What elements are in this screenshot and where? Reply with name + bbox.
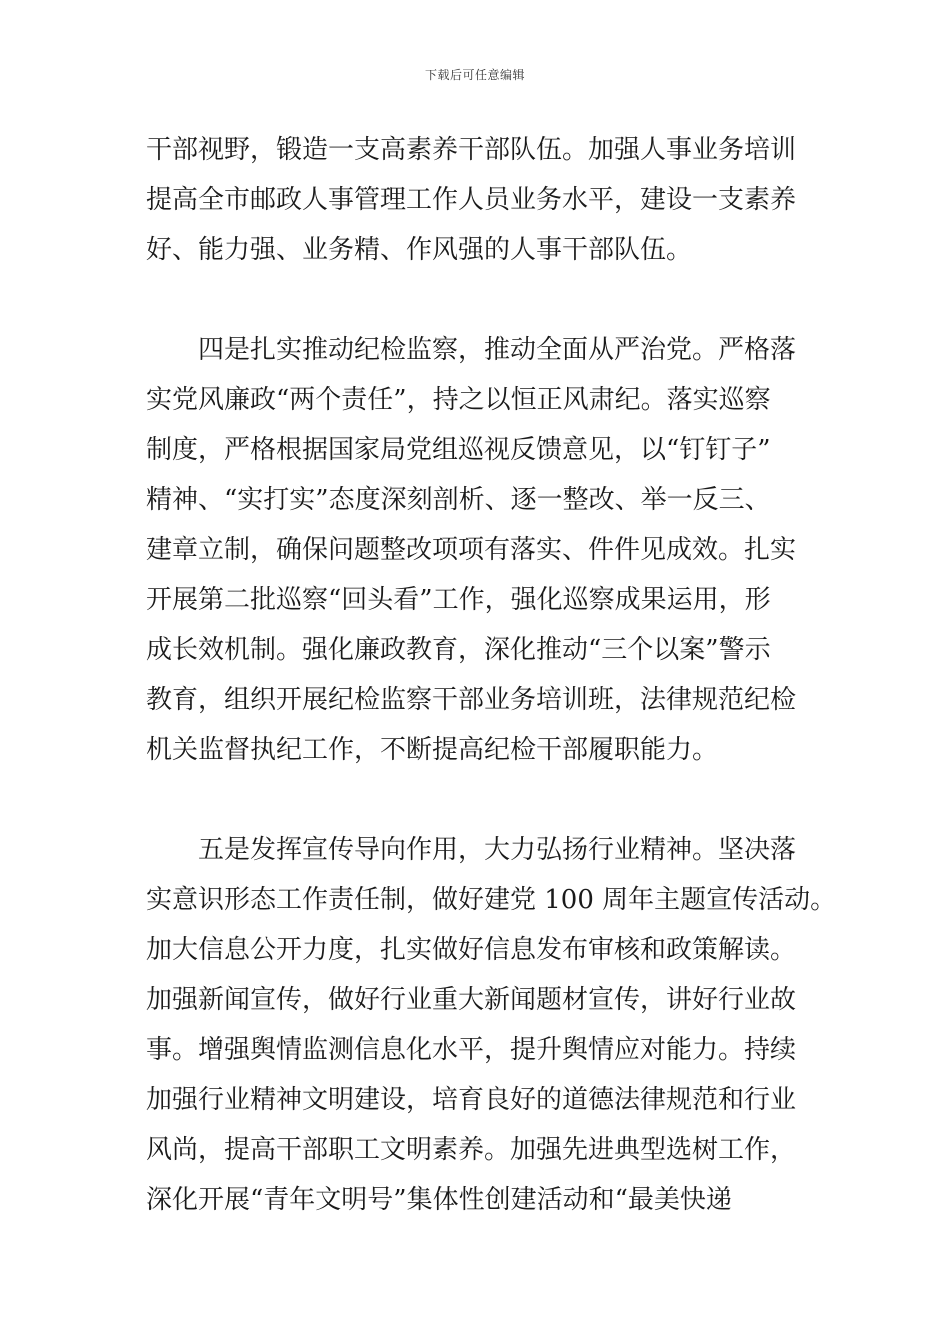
text-line: 开展第二批巡察“回头看”工作，强化巡察成果运用，形 bbox=[146, 585, 771, 615]
text-line: 实党风廉政“两个责任”，持之以恒正风肃纪。落实巡察 bbox=[146, 385, 771, 415]
text-line: 提高全市邮政人事管理工作人员业务水平，建设一支素养 bbox=[146, 185, 797, 215]
text-line: 加强行业精神文明建设，培育良好的道德法律规范和行业 bbox=[146, 1085, 797, 1115]
text-line: 成长效机制。强化廉政教育，深化推动“三个以案”警示 bbox=[146, 635, 771, 665]
text-line: 加强新闻宣传，做好行业重大新闻题材宣传，讲好行业故 bbox=[146, 985, 797, 1015]
document-body bbox=[146, 125, 837, 1225]
text-line: 实意识形态工作责任制，做好建党 100 周年主题宣传活动。 bbox=[146, 885, 837, 915]
text-line: 建章立制，确保问题整改项项有落实、件件见成效。扎实 bbox=[146, 535, 797, 565]
page-header-note: 下载后可任意编辑 bbox=[424, 68, 525, 82]
text-line: 风尚，提高干部职工文明素养。加强先进典型选树工作， bbox=[146, 1135, 797, 1165]
text-line: 制度，严格根据国家局党组巡视反馈意见，以“钉钉子” bbox=[146, 435, 771, 465]
paragraph-spacer bbox=[146, 775, 806, 825]
text-line: 好、能力强、业务精、作风强的人事干部队伍。 bbox=[146, 235, 693, 265]
text-line: 加大信息公开力度，扎实做好信息发布审核和政策解读。 bbox=[146, 935, 797, 965]
text-line: 深化开展“青年文明号”集体性创建活动和“最美快递 bbox=[146, 1185, 732, 1215]
paragraph-3 bbox=[146, 825, 837, 1225]
text-line: 事。增强舆情监测信息化水平，提升舆情应对能力。持续 bbox=[146, 1035, 797, 1065]
text-line: 干部视野，锻造一支高素养干部队伍。加强人事业务培训 bbox=[146, 135, 797, 165]
text-line: 四是扎实推动纪检监察，推动全面从严治党。严格落 bbox=[146, 335, 797, 365]
text-line: 精神、“实打实”态度深刻剖析、逐一整改、举一反三、 bbox=[146, 485, 771, 515]
text-line: 教育，组织开展纪检监察干部业务培训班，法律规范纪检 bbox=[146, 685, 797, 715]
paragraph-spacer bbox=[146, 275, 806, 325]
text-line: 五是发挥宣传导向作用，大力弘扬行业精神。坚决落 bbox=[146, 835, 797, 865]
text-line: 机关监督执纪工作，不断提高纪检干部履职能力。 bbox=[146, 735, 719, 765]
paragraph-1 bbox=[146, 125, 806, 275]
paragraph-2 bbox=[146, 325, 806, 775]
